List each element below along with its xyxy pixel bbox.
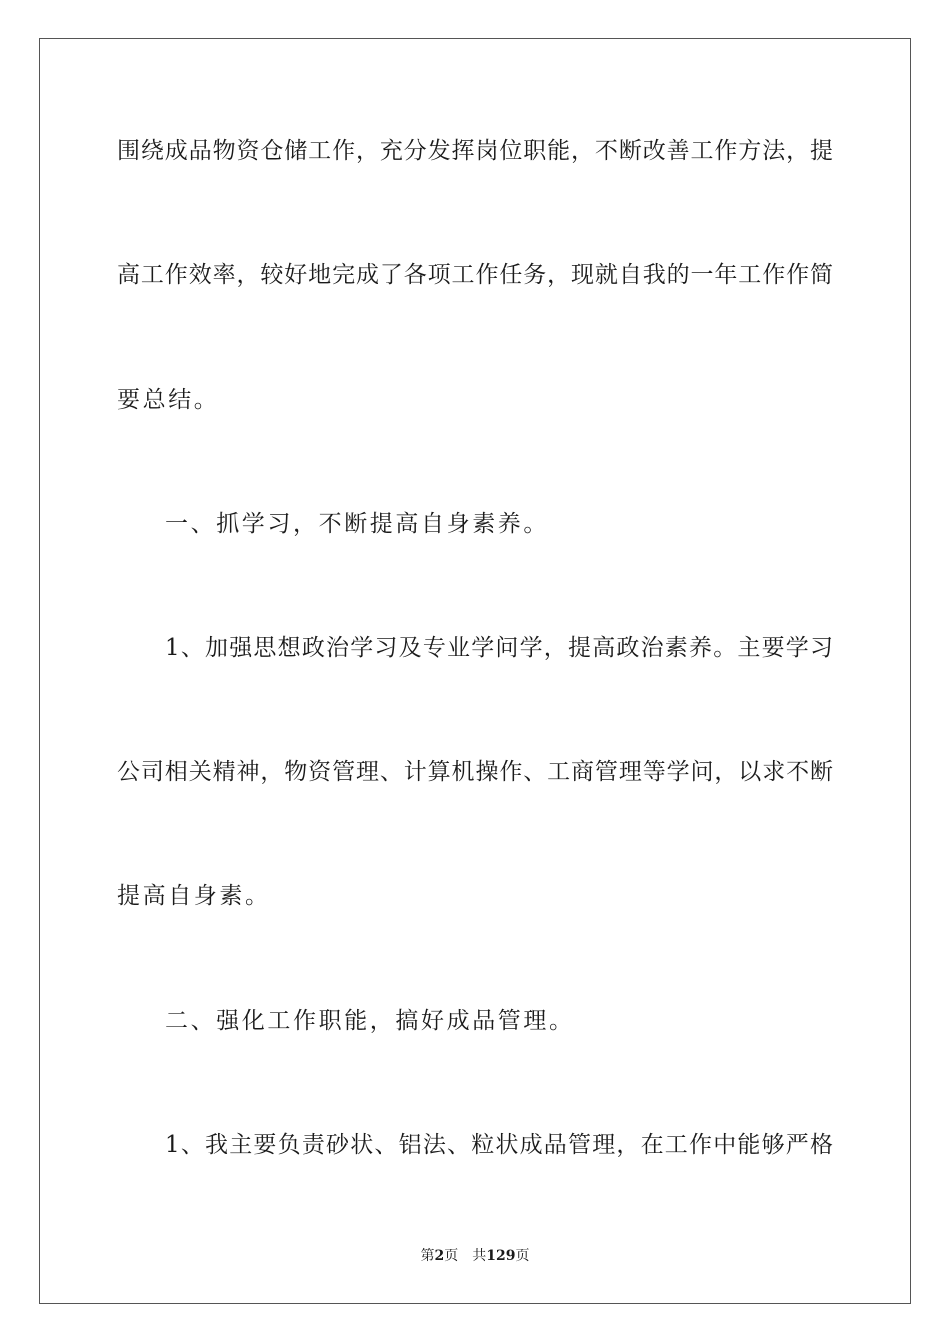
total-pages: 129 xyxy=(486,1248,516,1264)
total-prefix: 共 xyxy=(472,1248,487,1264)
paragraph-line: 1、我主要负责砂状、铝法、粒状成品管理，在工作中能够严格 xyxy=(165,1132,833,1158)
page-prefix: 第 xyxy=(420,1248,435,1264)
section-heading: 二、强化工作职能，搞好成品管理。 xyxy=(165,1008,575,1034)
paragraph-line: 提高自身素。 xyxy=(117,883,271,909)
page-suffix: 页 xyxy=(444,1248,459,1264)
total-suffix: 页 xyxy=(515,1248,530,1264)
page-number: 2 xyxy=(434,1248,445,1264)
section-heading: 一、抓学习，不断提高自身素养。 xyxy=(165,511,549,537)
page-footer xyxy=(0,1247,950,1265)
page-border xyxy=(39,38,911,1304)
paragraph-line: 1、加强思想政治学习及专业学问学，提高政治素养。主要学习 xyxy=(165,635,833,661)
paragraph-line: 高工作效率，较好地完成了各项工作任务，现就自我的一年工作作简 xyxy=(117,262,833,288)
paragraph-line: 围绕成品物资仓储工作，充分发挥岗位职能，不断改善工作方法，提 xyxy=(117,138,833,164)
paragraph-line: 公司相关精神，物资管理、计算机操作、工商管理等学问，以求不断 xyxy=(117,759,833,785)
paragraph-line: 要总结。 xyxy=(117,387,220,413)
